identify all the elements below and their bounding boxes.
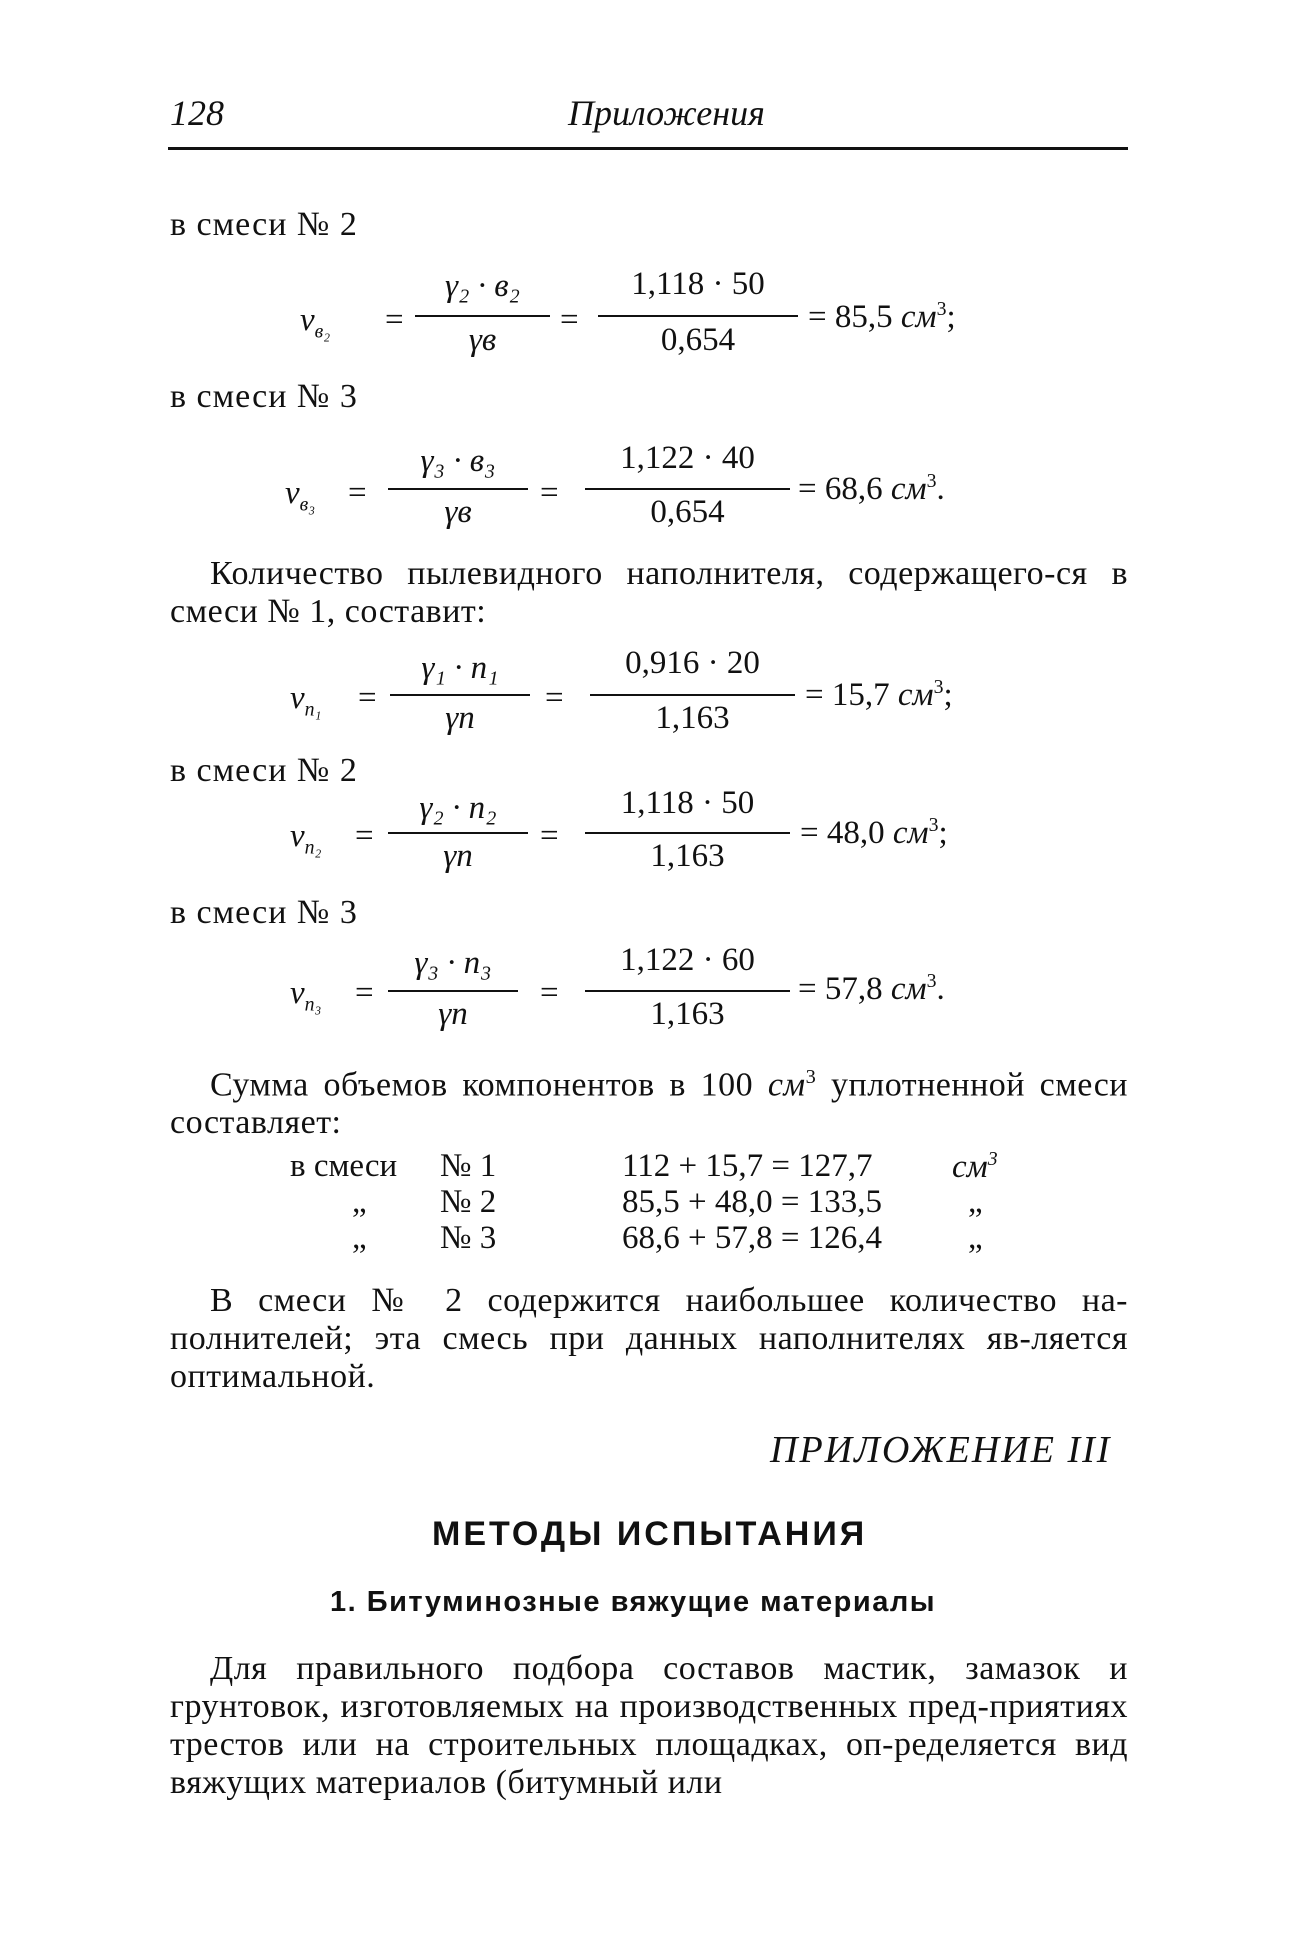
formula-denominator-value: 0,654: [650, 494, 725, 530]
header-rule: [168, 147, 1128, 150]
formula-numerator-symbolic: γ₂ · в₂: [444, 268, 521, 304]
formula-result: = 85,5 $см^3$;: [808, 298, 956, 335]
mix-label: в смеси № 2: [170, 752, 358, 789]
mix-label: в смеси № 2: [170, 206, 358, 243]
formula-lhs: $v_{в_2}$: [300, 302, 331, 343]
formula-numerator-symbolic: γ₂ · n₂: [419, 790, 497, 826]
formula-numerator-value: 1,118 · 50: [620, 785, 755, 821]
running-title: Приложения: [568, 93, 765, 133]
formula-numerator-symbolic: γ₁ · n₁: [421, 650, 499, 686]
mix-label: в смеси № 3: [170, 894, 358, 931]
formula-result: = 68,6 $см^3$.: [798, 470, 945, 507]
subsection-title: 1. Битуминозные вяжущие материалы: [330, 1586, 937, 1618]
paragraph: Сумма объемов компонентов в 100 $см^3$ уплотненной смеси составляет:: [170, 1066, 1128, 1142]
appendix-label: ПРИЛОЖЕНИЕ III: [770, 1429, 1112, 1471]
formula-denominator-symbolic: γв: [444, 494, 472, 530]
formula-result: = 48,0 $см^3$;: [800, 814, 948, 851]
paragraph: В смеси № 2 содержится наибольшее количество на-полнителей; эта смесь при данных наполнителях яв-ляется оптимальной.: [170, 1282, 1128, 1395]
formula-result: = 15,7 $см^3$;: [805, 676, 953, 713]
paragraph: Количество пылевидного наполнителя, содержащего-ся в смеси № 1, составит:: [170, 555, 1128, 630]
formula-denominator-value: 0,654: [660, 322, 736, 358]
paragraph: Для правильного подбора составов мастик, замазок и грунтовок, изготовляемых на производственных пред-приятиях трестов или на строительных площадках, оп-ределяется вид вяжущих материалов (битумный или: [170, 1650, 1128, 1801]
formula-numerator-value: 0,916 · 20: [625, 645, 760, 681]
page: 128 Приложения в смеси № 2 $v_{в_2}$ = γ₂ · в₂ γв = 1,118 · 50 0,654 = 85,5 $см^3$; в смеси № 3 $v_{в_3}$ = γ₃ · в₃ γв = 1,122 · 40 0,654 = 68,6 $см^3$. Количество пылевидного наполнителя, содержащего-ся в смеси № 1, составит: $v_{n_1}$ = γ₁ · n₁ γn = 0,916 · 20 1,163 = 15,7 $см^3$; в смеси № 2 $v_{n_2}$ = γ₂ · n₂ γn = 1,118 · 50 1,163 = 48,0 $см^3$; в смеси № 3 $v_{n_3}$ = γ₃ · n₃ γn = 1,122 · 60 1,163 = 57,8 $см^3$. Сумма объемов компонентов в 100 $см^3$ уплотненной смеси составляет: в смеси № 1 112 + 15,7 = 127,7 $см^3$ „ № 2 85,5 + 48,0 = 133,5 „ „ № 3 68,6 + 57,8 = 126,4 „ В смеси № 2 содержится наибольшее количество на-полнителей; эта смесь при данных наполнителях яв-ляется оптимальной. ПРИЛОЖЕНИЕ III МЕТОДЫ ИСПЫТАНИЯ 1. Битуминозные вяжущие материалы Для правильного подбора составов мастик, замазок и грунтовок, изготовляемых на производственных пред-приятиях трестов или на строительных площадках, оп-ределяется вид вяжущих материалов (битумный или: [170, 93, 1128, 1801]
mix-label: в смеси № 3: [170, 378, 358, 415]
formula-numerator-value: 1,118 · 50: [631, 266, 765, 302]
formula-numerator-symbolic: γ₃ · в₃: [420, 443, 496, 479]
formula-denominator-symbolic: γn: [443, 838, 473, 874]
formula-denominator-value: 1,163: [655, 700, 730, 736]
formula-denominator-symbolic: γв: [468, 322, 497, 358]
formula-denominator-symbolic: γn: [445, 700, 475, 736]
formula-numerator-value: 1,122 · 40: [620, 440, 755, 476]
formula-denominator-symbolic: γn: [438, 996, 468, 1032]
formula-result: = 57,8 $см^3$.: [798, 970, 945, 1007]
formula-denominator-value: 1,163: [650, 838, 725, 874]
formula-numerator-symbolic: γ₃ · n₃: [414, 945, 492, 981]
formula-denominator-value: 1,163: [650, 996, 725, 1032]
formula-numerator-value: 1,122 · 60: [620, 942, 755, 978]
page-number: 128: [170, 93, 224, 133]
section-title: МЕТОДЫ ИСПЫТАНИЯ: [432, 1515, 868, 1553]
